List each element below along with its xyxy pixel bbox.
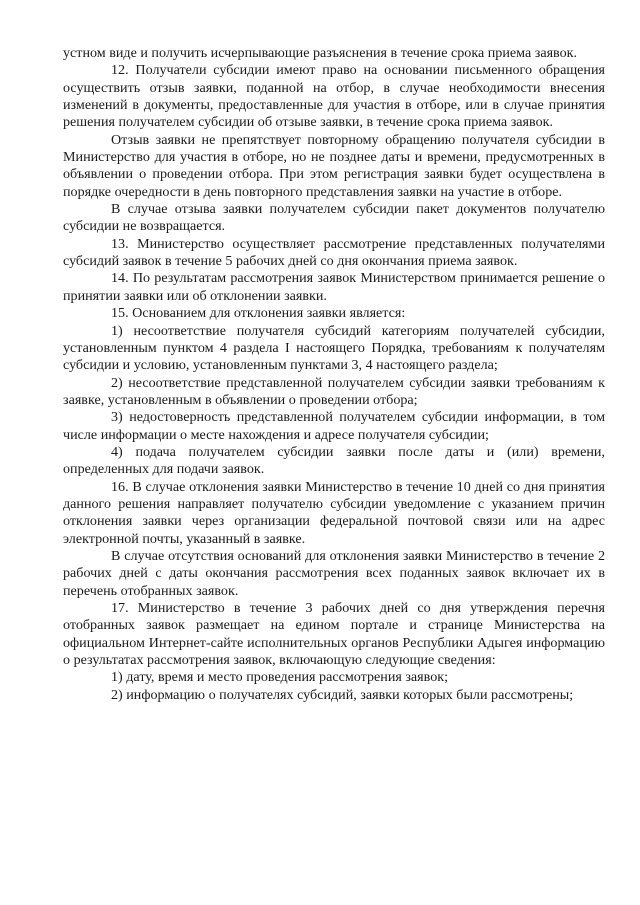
list-item-15-2: 2) несоответствие представленной получателем субсидии заявки требованиям к заявке, установленным в объявлении о проведении отбора; xyxy=(63,374,605,408)
list-item-15-4: 4) подача получателем субсидии заявки после даты и (или) времени, определенных для подачи заявок. xyxy=(63,443,605,478)
paragraph-item-16: 16. В случае отклонения заявки Министерство в течение 10 дней со дня принятия данного решения направляет получателю субсидии уведомление с указанием причин отклонения заявки через организации федеральной почтовой связи или на адрес электронной почты, указанный в заявке. xyxy=(63,478,605,547)
paragraph-continuation: устном виде и получить исчерпывающие разъяснения в течение срока приема заявок. xyxy=(63,45,578,61)
paragraph-item-13: 13. Министерство осуществляет рассмотрение представленных получателями субсидий заявок в течение 5 рабочих дней со дня окончания приема заявок. xyxy=(63,235,605,270)
document-page xyxy=(63,45,605,704)
list-item-17-2: 2) информацию о получателях субсидий, заявки которых были рассмотрены; xyxy=(111,686,574,703)
paragraph-no-grounds: В случае отсутствия оснований для отклонения заявки Министерство в течение 2 рабочих дней с даты окончания рассмотрения всех поданных заявок включает их в перечень отобранных заявок. xyxy=(63,547,605,599)
list-item-15-3: 3) недостоверность представленной получателем субсидии информации, в том числе информации о месте нахождения и адресе получателя субсидии; xyxy=(63,409,605,443)
list-item-17-1: 1) дату, время и место проведения рассмотрения заявок; xyxy=(111,669,449,686)
paragraph-documents-not-returned: В случае отзыва заявки получателем субсидии пакет документов получателю субсидии не возвращается. xyxy=(63,201,605,235)
paragraph-item-14: 14. По результатам рассмотрения заявок Министерством принимается решение о принятии заявки или об отклонении заявки. xyxy=(63,270,605,304)
paragraph-item-12: 12. Получатели субсидии имеют право на основании письменного обращения осуществить отзыв заявки, поданной на отбор, в случае необходимости внесения изменений в документы, предоставленные для участия в отборе, или в случае принятия решения получателем субсидии об отзыве заявки, в течение срока приема заявок. xyxy=(63,62,605,131)
paragraph-item-15: 15. Основанием для отклонения заявки является: xyxy=(111,305,406,322)
list-item-15-1: 1) несоответствие получателя субсидий категориям получателей субсидии, установленным пунктом 4 раздела I настоящего Порядка, требованиям к получателям субсидии и условию, установленным пунктами 3, 4 настоящего раздела; xyxy=(63,322,605,374)
paragraph-item-17: 17. Министерство в течение 3 рабочих дней со дня утверждения перечня отобранных заявок размещает на едином портале и странице Министерства на официальном Интернет-сайте исполнительных органов Республики Адыгея информацию о результатах рассмотрения заявок, включающую следующие сведения: xyxy=(63,600,605,669)
paragraph-withdrawal-note: Отзыв заявки не препятствует повторному обращению получателя субсидии в Министерство для участия в отборе, но не позднее даты и времени, предусмотренных в объявлении о проведении отбора. При этом регистрация заявки будет осуществлена в порядке очередности в день повторного представления заявки на участие в отборе. xyxy=(63,131,605,200)
